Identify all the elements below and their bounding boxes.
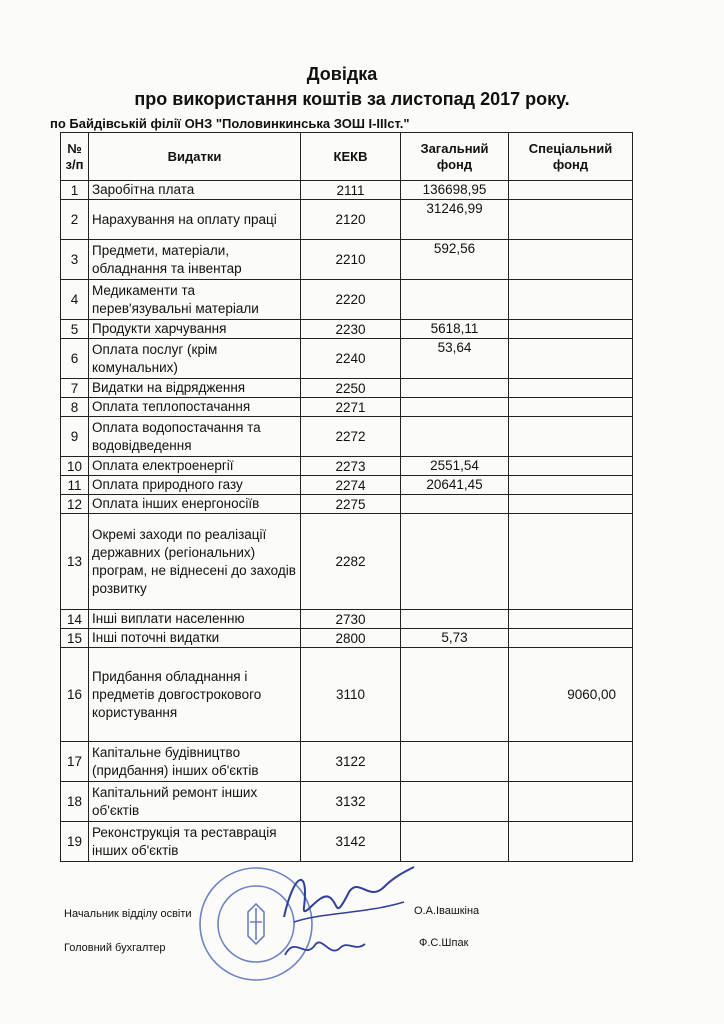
document-title: Довідка bbox=[306, 64, 378, 84]
row-general-fund-cell: 31246,99 bbox=[401, 200, 509, 240]
row-expense-name-cell: Інші поточні видатки bbox=[89, 629, 301, 648]
row-kekv-cell: 2730 bbox=[301, 610, 401, 629]
table-row bbox=[61, 379, 633, 398]
row-kekv-cell: 2230 bbox=[301, 320, 401, 339]
row-general-fund-cell bbox=[401, 610, 509, 629]
row-general-fund-cell bbox=[401, 514, 509, 610]
row-expense-name-cell: Капітальний ремонт інших об'єктів bbox=[89, 782, 301, 822]
header-expenses: Видатки bbox=[89, 133, 301, 181]
row-general-fund-cell: 2551,54 bbox=[401, 457, 509, 476]
row-number-cell: 12 bbox=[61, 495, 89, 514]
row-general-fund-cell: 53,64 bbox=[401, 339, 509, 379]
row-number-cell: 1 bbox=[61, 181, 89, 200]
table-row bbox=[61, 514, 633, 610]
accountant-name-label: Ф.С.Шпак bbox=[419, 937, 469, 949]
row-number-cell: 17 bbox=[61, 742, 89, 782]
row-general-fund-cell bbox=[401, 417, 509, 457]
row-expense-name-cell: Окремі заходи по реалізації державних (регіональних) програм, не віднесені до заходів розвитку bbox=[89, 514, 301, 610]
row-general-fund-cell: 20641,45 bbox=[401, 476, 509, 495]
row-kekv-cell: 3132 bbox=[301, 782, 401, 822]
table-row bbox=[61, 476, 633, 495]
row-number-cell: 11 bbox=[61, 476, 89, 495]
row-kekv-cell: 3122 bbox=[301, 742, 401, 782]
row-special-fund-cell bbox=[509, 742, 633, 782]
table-row bbox=[61, 200, 633, 240]
row-special-fund-cell bbox=[509, 476, 633, 495]
table-row bbox=[61, 742, 633, 782]
row-special-fund-cell bbox=[509, 181, 633, 200]
row-kekv-cell: 2272 bbox=[301, 417, 401, 457]
row-expense-name-cell: Оплата інших енергоносіїв bbox=[89, 495, 301, 514]
row-special-fund-cell bbox=[509, 822, 633, 862]
row-kekv-cell: 2800 bbox=[301, 629, 401, 648]
row-expense-name-cell: Заробітна плата bbox=[89, 181, 301, 200]
table-row bbox=[61, 648, 633, 742]
row-number-cell: 8 bbox=[61, 398, 89, 417]
row-kekv-cell: 3110 bbox=[301, 648, 401, 742]
row-special-fund-cell bbox=[509, 417, 633, 457]
row-special-fund-cell bbox=[509, 514, 633, 610]
row-general-fund-cell: 136698,95 bbox=[401, 181, 509, 200]
row-general-fund-cell bbox=[401, 648, 509, 742]
table-row bbox=[61, 280, 633, 320]
row-number-cell: 9 bbox=[61, 417, 89, 457]
row-expense-name-cell: Оплата послуг (крім комунальних) bbox=[89, 339, 301, 379]
row-special-fund-cell bbox=[509, 495, 633, 514]
row-kekv-cell: 2273 bbox=[301, 457, 401, 476]
row-general-fund-cell bbox=[401, 398, 509, 417]
row-number-cell: 10 bbox=[61, 457, 89, 476]
row-general-fund-cell bbox=[401, 742, 509, 782]
row-general-fund-cell: 5618,11 bbox=[401, 320, 509, 339]
row-kekv-cell: 3142 bbox=[301, 822, 401, 862]
row-general-fund-cell bbox=[401, 379, 509, 398]
head-name-label: О.А.Івашкіна bbox=[414, 905, 480, 917]
table-row bbox=[61, 629, 633, 648]
row-kekv-cell: 2210 bbox=[301, 240, 401, 280]
row-special-fund-cell bbox=[509, 200, 633, 240]
head-title-label: Начальник відділу освіти bbox=[64, 908, 192, 920]
table-row bbox=[61, 339, 633, 379]
table-row bbox=[61, 495, 633, 514]
table-row bbox=[61, 240, 633, 280]
row-expense-name-cell: Оплата електроенергії bbox=[89, 457, 301, 476]
row-expense-name-cell: Видатки на відрядження bbox=[89, 379, 301, 398]
row-number-cell: 19 bbox=[61, 822, 89, 862]
header-special-fund: Спеціальний фонд bbox=[509, 133, 633, 181]
row-number-cell: 7 bbox=[61, 379, 89, 398]
row-number-cell: 14 bbox=[61, 610, 89, 629]
row-expense-name-cell: Продукти харчування bbox=[89, 320, 301, 339]
row-number-cell: 13 bbox=[61, 514, 89, 610]
row-number-cell: 2 bbox=[61, 200, 89, 240]
row-special-fund-cell bbox=[509, 398, 633, 417]
row-general-fund-cell bbox=[401, 782, 509, 822]
row-number-cell: 6 bbox=[61, 339, 89, 379]
row-special-fund-cell bbox=[509, 240, 633, 280]
row-general-fund-cell bbox=[401, 280, 509, 320]
row-kekv-cell: 2275 bbox=[301, 495, 401, 514]
row-special-fund-cell bbox=[509, 629, 633, 648]
row-kekv-cell: 2274 bbox=[301, 476, 401, 495]
row-general-fund-cell bbox=[401, 495, 509, 514]
row-expense-name-cell: Предмети, матеріали, обладнання та інвентар bbox=[89, 240, 301, 280]
row-special-fund-cell bbox=[509, 379, 633, 398]
row-special-fund-cell bbox=[509, 610, 633, 629]
row-kekv-cell: 2271 bbox=[301, 398, 401, 417]
expenses-table bbox=[60, 132, 633, 862]
row-number-cell: 16 bbox=[61, 648, 89, 742]
document-subtitle: про використання коштів за листопад 2017 року. bbox=[134, 89, 570, 109]
row-number-cell: 15 bbox=[61, 629, 89, 648]
row-special-fund-cell bbox=[509, 280, 633, 320]
table-row bbox=[61, 417, 633, 457]
table-row bbox=[61, 398, 633, 417]
row-special-fund-cell: 9060,00 bbox=[509, 648, 633, 742]
table-row bbox=[61, 782, 633, 822]
row-general-fund-cell: 5,73 bbox=[401, 629, 509, 648]
row-expense-name-cell: Інші виплати населенню bbox=[89, 610, 301, 629]
accountant-title-label: Головний бухгалтер bbox=[64, 942, 166, 954]
row-expense-name-cell: Реконструкція та реставрація інших об'єктів bbox=[89, 822, 301, 862]
row-kekv-cell: 2282 bbox=[301, 514, 401, 610]
row-expense-name-cell: Капітальне будівництво (придбання) інших об'єктів bbox=[89, 742, 301, 782]
row-kekv-cell: 2240 bbox=[301, 339, 401, 379]
row-number-cell: 18 bbox=[61, 782, 89, 822]
table-header-row bbox=[61, 133, 633, 181]
row-number-cell: 4 bbox=[61, 280, 89, 320]
header-kekv: КЕКВ bbox=[301, 133, 401, 181]
row-general-fund-cell: 592,56 bbox=[401, 240, 509, 280]
header-general-fund: Загальний фонд bbox=[401, 133, 509, 181]
row-expense-name-cell: Нарахування на оплату праці bbox=[89, 200, 301, 240]
table-row bbox=[61, 457, 633, 476]
table-row bbox=[61, 181, 633, 200]
row-expense-name-cell: Придбання обладнання і предметів довгострокового користування bbox=[89, 648, 301, 742]
row-number-cell: 3 bbox=[61, 240, 89, 280]
row-special-fund-cell bbox=[509, 339, 633, 379]
row-expense-name-cell: Оплата водопостачання та водовідведення bbox=[89, 417, 301, 457]
table-row bbox=[61, 822, 633, 862]
accountant-signature-image bbox=[280, 930, 370, 966]
table-row bbox=[61, 610, 633, 629]
row-expense-name-cell: Медикаменти та перев'язувальні матеріали bbox=[89, 280, 301, 320]
row-special-fund-cell bbox=[509, 782, 633, 822]
row-kekv-cell: 2250 bbox=[301, 379, 401, 398]
row-expense-name-cell: Оплата природного газу bbox=[89, 476, 301, 495]
row-special-fund-cell bbox=[509, 320, 633, 339]
header-num: № з/п bbox=[61, 133, 89, 181]
row-special-fund-cell bbox=[509, 457, 633, 476]
row-general-fund-cell bbox=[401, 822, 509, 862]
organization-line: по Байдівській філії ОНЗ "Половинкинська ЗОШ І-ІІІст." bbox=[50, 116, 410, 131]
row-kekv-cell: 2120 bbox=[301, 200, 401, 240]
row-kekv-cell: 2111 bbox=[301, 181, 401, 200]
table-row bbox=[61, 320, 633, 339]
row-kekv-cell: 2220 bbox=[301, 280, 401, 320]
row-expense-name-cell: Оплата теплопостачання bbox=[89, 398, 301, 417]
row-number-cell: 5 bbox=[61, 320, 89, 339]
